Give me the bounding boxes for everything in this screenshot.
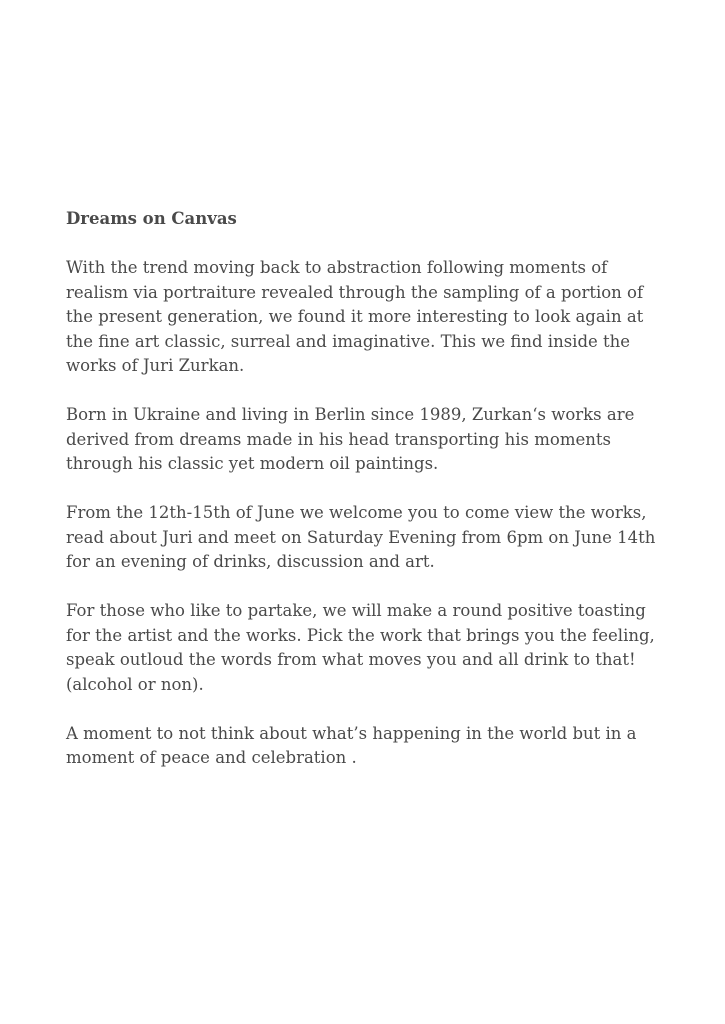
paragraph-toast: [66, 599, 666, 697]
text-line: (alcohol or non).: [66, 674, 204, 694]
text-line: realism via portraiture revealed through the sampling of a portion of: [66, 282, 644, 302]
text-line: For those who like to partake, we will make a round positive toasting: [66, 601, 646, 620]
text-line: the present generation, we found it more interesting to look again at: [66, 307, 644, 326]
paragraph-intro: [66, 256, 666, 379]
paragraph-artist-bio: [66, 403, 666, 477]
text-line: With the trend moving back to abstraction following moments of: [66, 258, 608, 277]
text-line: through his classic yet modern oil paintings.: [66, 454, 439, 473]
document-title: Dreams on Canvas: [66, 209, 237, 228]
text-line: A moment to not think about what’s happening in the world but in a: [66, 723, 637, 743]
text-line: speak outloud the words from what moves you and all drink to that!: [66, 650, 636, 669]
text-line: From the 12th-15th of June we welcome you to come view the works,: [66, 503, 647, 522]
text-line: read about Juri and meet on Saturday Evening from 6pm on June 14th: [66, 527, 656, 547]
text-line: for the artist and the works. Pick the work that brings you the feeling,: [66, 625, 655, 645]
text-line: Born in Ukraine and living in Berlin since 1989, Zurkan‘s works are: [66, 405, 635, 424]
paragraph-closing: [66, 722, 666, 771]
text-line: for an evening of drinks, discussion and art.: [66, 552, 435, 571]
text-line: the fine art classic, surreal and imaginative. This we find inside the: [66, 331, 631, 351]
text-line: works of Juri Zurkan.: [66, 356, 245, 375]
text-line: moment of peace and celebration .: [66, 748, 357, 767]
document-body: [66, 207, 666, 795]
text-line: derived from dreams made in his head transporting his moments: [66, 429, 611, 449]
paragraph-event-dates: [66, 501, 666, 575]
